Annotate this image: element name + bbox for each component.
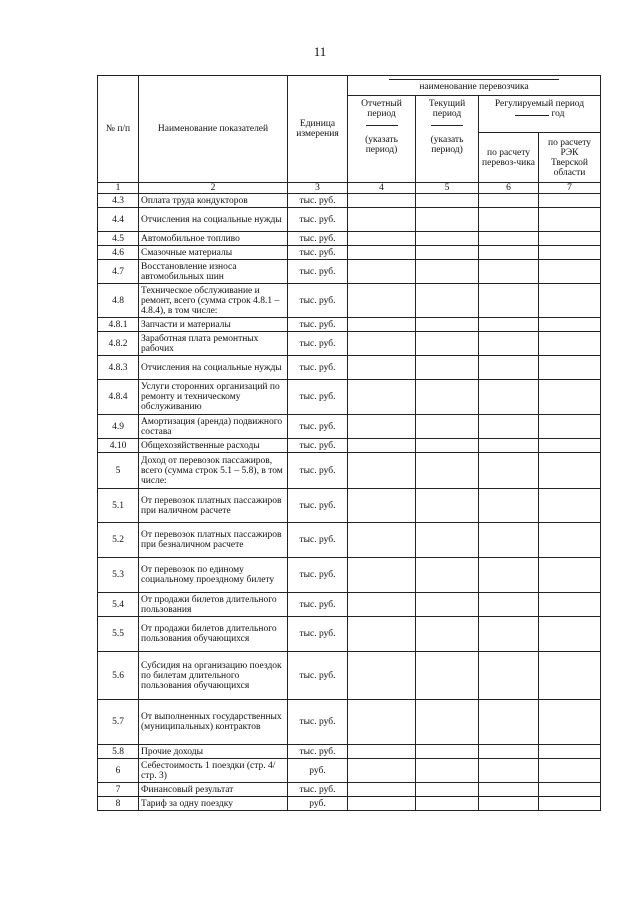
carrier-blank-line <box>389 79 559 80</box>
row-unit: тыс. руб. <box>288 558 348 593</box>
cell-current-period[interactable] <box>416 194 479 208</box>
row-unit: руб. <box>288 797 348 811</box>
cell-reporting-period[interactable] <box>348 246 416 260</box>
row-indicator-name: Восстановление износа автомобильных шин <box>139 260 288 284</box>
cell-by-rek[interactable] <box>539 356 601 380</box>
cell-by-rek[interactable] <box>539 439 601 453</box>
column-number-6: 6 <box>479 183 539 194</box>
row-unit: тыс. руб. <box>288 453 348 489</box>
row-unit: руб. <box>288 759 348 783</box>
cell-current-period[interactable] <box>416 700 479 745</box>
row-number: 5.8 <box>98 745 139 759</box>
cell-by-rek[interactable] <box>539 759 601 783</box>
cell-by-carrier[interactable] <box>479 284 539 318</box>
row-unit: тыс. руб. <box>288 783 348 797</box>
cell-by-carrier[interactable] <box>479 797 539 811</box>
row-indicator-name: От продажи билетов длительного пользования <box>139 593 288 617</box>
table-row <box>98 246 601 260</box>
row-number: 4.9 <box>98 415 139 439</box>
column-number-1: 1 <box>98 183 139 194</box>
cell-by-carrier[interactable] <box>479 246 539 260</box>
table-row <box>98 439 601 453</box>
row-number: 5.6 <box>98 652 139 700</box>
table-row <box>98 558 601 593</box>
cell-by-rek[interactable] <box>539 318 601 332</box>
row-number: 5.5 <box>98 617 139 652</box>
row-number: 4.5 <box>98 232 139 246</box>
cell-current-period[interactable] <box>416 745 479 759</box>
row-unit: тыс. руб. <box>288 415 348 439</box>
header-reporting-note: (указать период) <box>365 135 398 155</box>
cell-current-period[interactable] <box>416 652 479 700</box>
row-unit: тыс. руб. <box>288 652 348 700</box>
row-unit: тыс. руб. <box>288 246 348 260</box>
cell-by-carrier[interactable] <box>479 593 539 617</box>
cell-by-rek[interactable] <box>539 415 601 439</box>
row-number: 5.1 <box>98 489 139 523</box>
cell-by-carrier[interactable] <box>479 759 539 783</box>
cell-reporting-period[interactable] <box>348 558 416 593</box>
row-number: 4.8.3 <box>98 356 139 380</box>
row-number: 4.8.1 <box>98 318 139 332</box>
reporting-blank-line <box>366 119 398 126</box>
cell-by-carrier[interactable] <box>479 415 539 439</box>
header-name: Наименование показателей <box>139 76 288 183</box>
row-number: 5.4 <box>98 593 139 617</box>
cell-reporting-period[interactable] <box>348 797 416 811</box>
cell-reporting-period[interactable] <box>348 356 416 380</box>
row-unit: тыс. руб. <box>288 523 348 558</box>
cell-reporting-period[interactable] <box>348 439 416 453</box>
row-indicator-name: Субсидия на организацию поездок по билетам длительного пользования обучающихся <box>139 652 288 700</box>
cell-reporting-period[interactable] <box>348 759 416 783</box>
row-unit: тыс. руб. <box>288 232 348 246</box>
cell-by-rek[interactable] <box>539 489 601 523</box>
header-carrier <box>348 76 601 96</box>
header-regulated <box>479 96 601 133</box>
cell-by-rek[interactable] <box>539 380 601 415</box>
row-indicator-name: От выполненных государственных (муниципальных) контрактов <box>139 700 288 745</box>
cell-by-rek[interactable] <box>539 797 601 811</box>
row-indicator-name: Техническое обслуживание и ремонт, всего (сумма строк 4.8.1 – 4.8.4), в том числе: <box>139 284 288 318</box>
cell-by-carrier[interactable] <box>479 260 539 284</box>
cell-by-rek[interactable] <box>539 453 601 489</box>
row-indicator-name: Смазочные материалы <box>139 246 288 260</box>
cell-reporting-period[interactable] <box>348 232 416 246</box>
header-current-label: Текущий период <box>428 99 466 119</box>
table-row <box>98 617 601 652</box>
cell-reporting-period[interactable] <box>348 415 416 439</box>
row-unit: тыс. руб. <box>288 745 348 759</box>
row-number: 5 <box>98 453 139 489</box>
row-indicator-name: Автомобильное топливо <box>139 232 288 246</box>
cell-current-period[interactable] <box>416 246 479 260</box>
cell-current-period[interactable] <box>416 332 479 356</box>
row-indicator-name: От перевозок платных пассажиров при безналичном расчете <box>139 523 288 558</box>
cell-by-carrier[interactable] <box>479 356 539 380</box>
cell-by-rek[interactable] <box>539 208 601 232</box>
cell-current-period[interactable] <box>416 783 479 797</box>
header-no: № п/п <box>98 76 139 183</box>
cell-by-rek[interactable] <box>539 783 601 797</box>
row-number: 4.6 <box>98 246 139 260</box>
cell-by-carrier[interactable] <box>479 558 539 593</box>
cell-reporting-period[interactable] <box>348 318 416 332</box>
column-number-row <box>98 183 601 194</box>
cell-reporting-period[interactable] <box>348 745 416 759</box>
table-body <box>98 194 601 811</box>
header-reporting <box>348 96 416 183</box>
row-indicator-name: От продажи билетов длительного пользования обучающихся <box>139 617 288 652</box>
cell-reporting-period[interactable] <box>348 284 416 318</box>
row-indicator-name: Прочие доходы <box>139 745 288 759</box>
table-row <box>98 332 601 356</box>
row-indicator-name: Себестоимость 1 поездки (стр. 4/стр. 3) <box>139 759 288 783</box>
cell-current-period[interactable] <box>416 356 479 380</box>
row-indicator-name: Отчисления на социальные нужды <box>139 208 288 232</box>
header-current-note: (указать период) <box>430 135 464 155</box>
row-indicator-name: Амортизация (аренда) подвижного состава <box>139 415 288 439</box>
cell-by-carrier[interactable] <box>479 700 539 745</box>
header-unit: Единица измерения <box>288 76 348 183</box>
regulated-blank-line <box>515 109 549 116</box>
cell-current-period[interactable] <box>416 439 479 453</box>
cell-by-carrier[interactable] <box>479 783 539 797</box>
row-indicator-name: Финансовый результат <box>139 783 288 797</box>
cell-by-rek[interactable] <box>539 617 601 652</box>
cell-reporting-period[interactable] <box>348 453 416 489</box>
column-number-3: 3 <box>288 183 348 194</box>
header-regulated-label: Регулируемый период <box>494 99 585 109</box>
cell-current-period[interactable] <box>416 593 479 617</box>
cell-by-rek[interactable] <box>539 260 601 284</box>
row-unit: тыс. руб. <box>288 356 348 380</box>
cell-by-rek[interactable] <box>539 593 601 617</box>
cell-reporting-period[interactable] <box>348 652 416 700</box>
table-header <box>98 76 601 194</box>
table-row <box>98 208 601 232</box>
cell-reporting-period[interactable] <box>348 332 416 356</box>
row-unit: тыс. руб. <box>288 318 348 332</box>
cell-by-rek[interactable] <box>539 284 601 318</box>
cell-current-period[interactable] <box>416 453 479 489</box>
header-current <box>416 96 479 183</box>
cell-by-carrier[interactable] <box>479 332 539 356</box>
row-number: 4.4 <box>98 208 139 232</box>
cell-by-rek[interactable] <box>539 652 601 700</box>
cell-by-carrier[interactable] <box>479 617 539 652</box>
cell-current-period[interactable] <box>416 232 479 246</box>
row-unit: тыс. руб. <box>288 332 348 356</box>
table-row <box>98 797 601 811</box>
column-number-7: 7 <box>539 183 601 194</box>
cell-by-carrier[interactable] <box>479 453 539 489</box>
row-number: 5.7 <box>98 700 139 745</box>
table-row <box>98 356 601 380</box>
row-number: 5.3 <box>98 558 139 593</box>
cell-reporting-period[interactable] <box>348 208 416 232</box>
table-row <box>98 260 601 284</box>
column-number-4: 4 <box>348 183 416 194</box>
row-unit: тыс. руб. <box>288 593 348 617</box>
cell-current-period[interactable] <box>416 558 479 593</box>
cell-by-carrier[interactable] <box>479 489 539 523</box>
page-number: 11 <box>313 44 327 59</box>
row-indicator-name: Отчисления на социальные нужды <box>139 356 288 380</box>
cell-by-carrier[interactable] <box>479 232 539 246</box>
table-row <box>98 593 601 617</box>
current-blank-line <box>431 119 463 126</box>
table-row <box>98 380 601 415</box>
row-unit: тыс. руб. <box>288 208 348 232</box>
row-number: 6 <box>98 759 139 783</box>
cell-by-carrier[interactable] <box>479 318 539 332</box>
row-number: 7 <box>98 783 139 797</box>
cell-reporting-period[interactable] <box>348 617 416 652</box>
row-indicator-name: Запчасти и материалы <box>139 318 288 332</box>
cell-current-period[interactable] <box>416 797 479 811</box>
row-number: 4.8.4 <box>98 380 139 415</box>
row-indicator-name: Общехозяйственные расходы <box>139 439 288 453</box>
row-indicator-name: От перевозок платных пассажиров при наличном расчете <box>139 489 288 523</box>
header-reporting-label: Отчетный период <box>361 99 402 119</box>
row-unit: тыс. руб. <box>288 284 348 318</box>
table-row <box>98 523 601 558</box>
cell-by-rek[interactable] <box>539 332 601 356</box>
cell-current-period[interactable] <box>416 318 479 332</box>
table-row <box>98 700 601 745</box>
cell-by-rek[interactable] <box>539 700 601 745</box>
cell-current-period[interactable] <box>416 617 479 652</box>
table-row <box>98 783 601 797</box>
cell-by-rek[interactable] <box>539 232 601 246</box>
cell-current-period[interactable] <box>416 759 479 783</box>
row-indicator-name: Оплата труда кондукторов <box>139 194 288 208</box>
cell-by-rek[interactable] <box>539 558 601 593</box>
row-unit: тыс. руб. <box>288 194 348 208</box>
row-unit: тыс. руб. <box>288 700 348 745</box>
table-row <box>98 318 601 332</box>
cell-current-period[interactable] <box>416 284 479 318</box>
cell-reporting-period[interactable] <box>348 194 416 208</box>
row-unit: тыс. руб. <box>288 439 348 453</box>
row-indicator-name: Доход от перевозок пассажиров, всего (сумма строк 5.1 – 5.8), в том числе: <box>139 453 288 489</box>
header-regulated-year: год <box>551 109 565 119</box>
row-number: 4.8.2 <box>98 332 139 356</box>
table-row <box>98 652 601 700</box>
row-number: 5.2 <box>98 523 139 558</box>
row-number: 8 <box>98 797 139 811</box>
table-row <box>98 745 601 759</box>
column-number-2: 2 <box>139 183 288 194</box>
table-row <box>98 759 601 783</box>
table-row <box>98 194 601 208</box>
cell-reporting-period[interactable] <box>348 260 416 284</box>
cell-by-carrier[interactable] <box>479 194 539 208</box>
table-row <box>98 284 601 318</box>
cell-reporting-period[interactable] <box>348 380 416 415</box>
header-by-carrier: по расчету перевоз-чика <box>479 133 539 183</box>
row-indicator-name: Тариф за одну поездку <box>139 797 288 811</box>
row-unit: тыс. руб. <box>288 380 348 415</box>
row-number: 4.7 <box>98 260 139 284</box>
cell-current-period[interactable] <box>416 415 479 439</box>
row-indicator-name: Услуги сторонних организаций по ремонту и техническому обслуживанию <box>139 380 288 415</box>
table-row <box>98 232 601 246</box>
cell-reporting-period[interactable] <box>348 700 416 745</box>
row-unit: тыс. руб. <box>288 489 348 523</box>
header-carrier-label: наименование перевозчика <box>419 82 529 92</box>
cell-current-period[interactable] <box>416 523 479 558</box>
cell-reporting-period[interactable] <box>348 523 416 558</box>
cell-current-period[interactable] <box>416 380 479 415</box>
cell-by-rek[interactable] <box>539 194 601 208</box>
cell-reporting-period[interactable] <box>348 489 416 523</box>
table-row <box>98 415 601 439</box>
cell-by-carrier[interactable] <box>479 745 539 759</box>
header-by-rek: по расчету РЭК Тверской области <box>539 133 601 183</box>
cell-by-carrier[interactable] <box>479 652 539 700</box>
cell-reporting-period[interactable] <box>348 593 416 617</box>
row-indicator-name: Заработная плата ремонтных рабочих <box>139 332 288 356</box>
row-indicator-name: От перевозок по единому социальному проездному билету <box>139 558 288 593</box>
cell-by-carrier[interactable] <box>479 523 539 558</box>
cell-current-period[interactable] <box>416 208 479 232</box>
row-number: 4.8 <box>98 284 139 318</box>
cell-current-period[interactable] <box>416 489 479 523</box>
cell-by-carrier[interactable] <box>479 439 539 453</box>
cell-by-carrier[interactable] <box>479 380 539 415</box>
row-number: 4.3 <box>98 194 139 208</box>
column-number-5: 5 <box>416 183 479 194</box>
row-unit: тыс. руб. <box>288 260 348 284</box>
tariff-table <box>97 75 601 811</box>
cell-current-period[interactable] <box>416 260 479 284</box>
cell-by-rek[interactable] <box>539 523 601 558</box>
cell-by-carrier[interactable] <box>479 208 539 232</box>
table-row <box>98 453 601 489</box>
cell-reporting-period[interactable] <box>348 783 416 797</box>
row-number: 4.10 <box>98 439 139 453</box>
cell-by-rek[interactable] <box>539 246 601 260</box>
table-row <box>98 489 601 523</box>
cell-by-rek[interactable] <box>539 745 601 759</box>
row-unit: тыс. руб. <box>288 617 348 652</box>
